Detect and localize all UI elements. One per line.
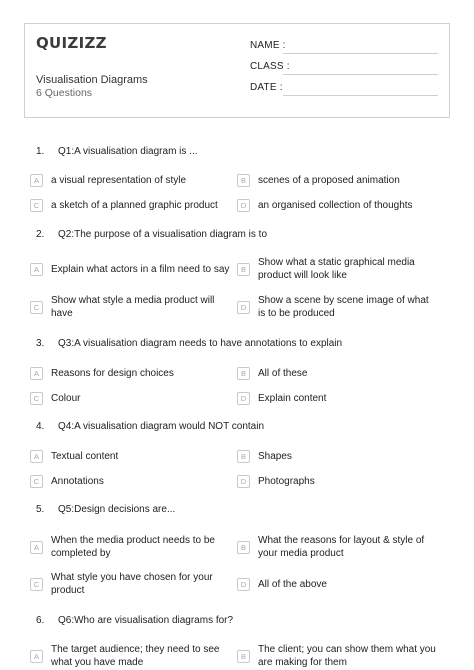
option-letter-box: C xyxy=(30,199,43,212)
question-number: 3. xyxy=(36,338,45,349)
quizizz-logo: QUIZIZZ xyxy=(36,34,107,52)
class-line xyxy=(283,74,438,75)
date-line xyxy=(283,95,438,96)
option-text: When the media product needs to be completed by xyxy=(51,535,215,559)
option-text: Textual content xyxy=(51,451,119,462)
question-4 xyxy=(36,421,264,432)
header-frame-left xyxy=(24,23,25,118)
option-text: a sketch of a planned graphic product xyxy=(51,200,218,211)
option-letter-box: A xyxy=(30,650,43,663)
question-text: Q3:A visualisation diagram needs to have annotations to explain xyxy=(58,338,343,349)
option-letter-box: D xyxy=(237,199,250,212)
option-letter-box: B xyxy=(237,367,250,380)
question-number: 4. xyxy=(36,421,45,432)
option-letter-box: C xyxy=(30,475,43,488)
option-letter-box: C xyxy=(30,578,43,591)
question-number: 2. xyxy=(36,229,45,240)
name-line xyxy=(283,53,438,54)
option-text: Shapes xyxy=(258,451,292,462)
option-letter-box: B xyxy=(237,650,250,663)
question-2 xyxy=(36,229,267,240)
option-letter-box: A xyxy=(30,367,43,380)
option-text: Colour xyxy=(51,393,81,404)
option-text: Explain what actors in a film need to say xyxy=(51,264,230,275)
option-letter-box: C xyxy=(30,392,43,405)
option-text: an organised collection of thoughts xyxy=(258,200,413,211)
name-label: NAME : xyxy=(250,40,286,51)
option-text: Show what a static graphical media product will look like xyxy=(258,257,415,281)
option-letter-box: D xyxy=(237,392,250,405)
option-text: The target audience; they need to see what you have made xyxy=(51,644,220,668)
option-letter-box: A xyxy=(30,450,43,463)
date-field[interactable] xyxy=(250,82,440,96)
question-count: 6 Questions xyxy=(36,87,93,99)
class-label: CLASS : xyxy=(250,61,290,72)
question-6 xyxy=(36,615,233,626)
option-text: Show a scene by scene image of what is to be produced xyxy=(258,295,429,319)
question-number: 5. xyxy=(36,504,45,515)
option-letter-box: D xyxy=(237,578,250,591)
name-field[interactable] xyxy=(250,40,440,54)
option-letter-box: B xyxy=(237,541,250,554)
question-5 xyxy=(36,504,175,515)
option-text: What the reasons for layout & style of your media product xyxy=(258,535,425,559)
question-text: Q1:A visualisation diagram is ... xyxy=(58,146,198,157)
option-letter-box: D xyxy=(237,475,250,488)
option-text: a visual representation of style xyxy=(51,175,187,186)
option-letter-box: D xyxy=(237,301,250,314)
question-number: 1. xyxy=(36,146,45,157)
option-text: scenes of a proposed animation xyxy=(258,175,400,186)
option-text: What style you have chosen for your product xyxy=(51,572,213,596)
option-letter-box: A xyxy=(30,174,43,187)
question-text: Q4:A visualisation diagram would NOT contain xyxy=(58,421,265,432)
option-letter-box: A xyxy=(30,263,43,276)
header-frame-top xyxy=(24,23,450,24)
option-text: The client; you can show them what you are making for them xyxy=(258,644,436,668)
option-text: All of the above xyxy=(258,579,327,590)
option-text: All of these xyxy=(258,368,308,379)
question-number: 6. xyxy=(36,615,45,626)
option-text: Show what style a media product will have xyxy=(51,295,215,319)
worksheet-title: Visualisation Diagrams xyxy=(36,74,148,86)
header-divider xyxy=(24,117,450,118)
question-1 xyxy=(36,146,198,157)
option-letter-box: B xyxy=(237,450,250,463)
option-letter-box: A xyxy=(30,541,43,554)
question-text: Q5:Design decisions are... xyxy=(58,504,176,515)
header-frame-right xyxy=(449,23,450,118)
option-text: Reasons for design choices xyxy=(51,368,174,379)
class-field[interactable] xyxy=(250,61,440,75)
date-label: DATE : xyxy=(250,82,283,93)
option-text: Annotations xyxy=(51,476,104,487)
option-letter-box: B xyxy=(237,174,250,187)
question-3 xyxy=(36,338,342,349)
question-text: Q2:The purpose of a visualisation diagram is to xyxy=(58,229,267,240)
option-text: Explain content xyxy=(258,393,327,404)
option-letter-box: C xyxy=(30,301,43,314)
question-text: Q6:Who are visualisation diagrams for? xyxy=(58,615,234,626)
option-text: Photographs xyxy=(258,476,315,487)
option-letter-box: B xyxy=(237,263,250,276)
